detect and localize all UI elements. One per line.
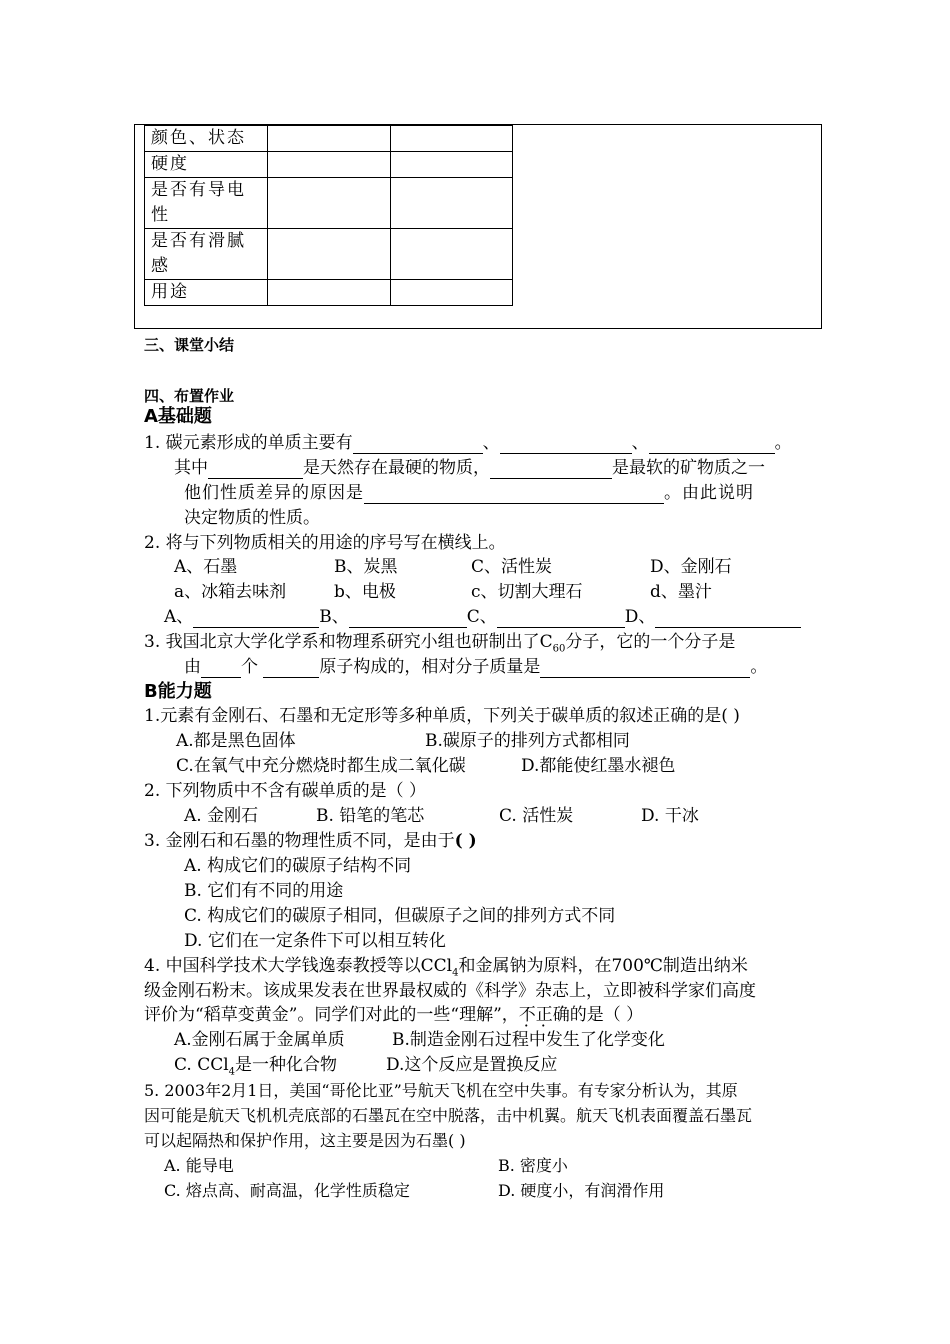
ability-q3-option-c[interactable]: C. 构成它们的碳原子相同，但碳原子之间的排列方式不同 xyxy=(184,906,616,926)
subscript: 4 xyxy=(228,1066,236,1078)
question-text: 评价为“稻草变黄金”。同学们对此的一些“理解”， xyxy=(144,1005,519,1025)
substance-A: A、石墨 xyxy=(174,557,238,577)
ability-q5-line2: 因可能是航天飞机机壳底部的石墨瓦在空中脱落，击中机翼。航天飞机表面覆盖石墨瓦 xyxy=(144,1106,753,1125)
table-row xyxy=(145,152,513,178)
row-label: 是否有滑腻感 xyxy=(145,229,268,280)
answer-blank[interactable] xyxy=(364,485,664,504)
ability-q3-stem xyxy=(144,830,477,852)
table-cell[interactable] xyxy=(268,126,391,152)
row-label: 硬度 xyxy=(145,152,268,178)
section-basic-heading: A基础题 xyxy=(144,406,212,427)
question-text: 是天然存在最硬的物质， xyxy=(303,458,490,478)
emphasis-char: 不 xyxy=(518,1005,536,1025)
question-text: 分子，它的一个分子是 xyxy=(565,632,736,652)
question-text: 个 xyxy=(241,657,258,677)
answer-blank[interactable] xyxy=(497,609,625,628)
period: 。 xyxy=(750,657,768,677)
answer-blank[interactable] xyxy=(201,659,241,678)
ability-q2-stem: 2. 下列物质中不含有碳单质的是（ ） xyxy=(144,781,427,801)
table-cell[interactable] xyxy=(391,280,513,306)
table-row xyxy=(145,280,513,306)
ability-q1-option-a[interactable]: A.都是黑色固体 xyxy=(176,731,296,751)
row-label: 颜色、状态 xyxy=(145,126,268,152)
ability-q4-option-a[interactable]: A.金刚石属于金属单质 xyxy=(174,1030,345,1050)
ability-q2-option-d[interactable]: D. 干冰 xyxy=(641,806,699,826)
subscript: 4 xyxy=(452,967,459,979)
table-cell[interactable] xyxy=(268,152,391,178)
blank-label: A、 xyxy=(164,607,194,627)
answer-bracket: ( ) xyxy=(454,831,477,851)
blank-label: B、 xyxy=(319,607,349,627)
substance-C: C、活性炭 xyxy=(471,557,553,577)
answer-blank[interactable] xyxy=(540,659,750,678)
substance-D: D、金刚石 xyxy=(650,557,732,577)
use-a: a、冰箱去味剂 xyxy=(174,582,287,602)
basic-q1-line1 xyxy=(144,432,792,454)
blank-label: C、 xyxy=(466,607,497,627)
option-text: C. CCl xyxy=(174,1055,229,1075)
ability-q4-line2: 级金刚石粉末。该成果发表在世界最权威的《科学》杂志上，立即被科学家们高度 xyxy=(144,981,756,1001)
question-text: 4. 中国科学技术大学钱逸泰教授等以CCl xyxy=(144,956,453,976)
answer-blank[interactable] xyxy=(193,609,319,628)
blank-label: D、 xyxy=(624,607,656,627)
ability-q3-option-d[interactable]: D. 它们在一定条件下可以相互转化 xyxy=(184,931,446,951)
ability-q2-option-a[interactable]: A. 金刚石 xyxy=(184,806,259,826)
option-text: 是一种化合物 xyxy=(235,1055,338,1075)
question-text: 他们性质差异的原因是 xyxy=(184,483,364,503)
ability-q4-line3 xyxy=(144,1004,643,1026)
use-d: d、墨汁 xyxy=(650,582,712,602)
emphasis-char: 正 xyxy=(535,1005,553,1025)
row-label: 是否有导电性 xyxy=(145,178,268,229)
period: 。 xyxy=(774,433,792,453)
table-row xyxy=(145,126,513,152)
ability-q5-option-b[interactable]: B. 密度小 xyxy=(498,1156,568,1175)
question-text: 是最软的矿物质之一 xyxy=(612,458,765,478)
table-cell[interactable] xyxy=(268,280,391,306)
ability-q5-option-c[interactable]: C. 熔点高、耐高温，化学性质稳定 xyxy=(164,1181,410,1200)
table-row xyxy=(145,229,513,280)
basic-q3-line2 xyxy=(184,656,767,678)
question-text: 由 xyxy=(184,657,201,677)
answer-blank[interactable] xyxy=(655,609,801,628)
ability-q5-line3: 可以起隔热和保护作用，这主要是因为石墨( ) xyxy=(144,1131,466,1150)
question-text: 3. 我国北京大学化学系和物理系研究小组也研制出了C xyxy=(144,632,553,652)
ability-q4-option-d[interactable]: D.这个反应是置换反应 xyxy=(386,1055,558,1075)
ability-q2-option-b[interactable]: B. 铅笔的笔芯 xyxy=(316,806,425,826)
answer-blank[interactable] xyxy=(490,460,612,479)
table-row xyxy=(145,178,513,229)
table-cell[interactable] xyxy=(391,126,513,152)
subscript: 60 xyxy=(552,643,566,655)
table-cell[interactable] xyxy=(391,229,513,280)
question-text: 其中 xyxy=(174,458,208,478)
use-c: c、切割大理石 xyxy=(471,582,583,602)
basic-q1-line4: 决定物质的性质。 xyxy=(184,508,320,528)
table-cell[interactable] xyxy=(391,152,513,178)
question-text: 和金属钠为原料，在700℃制造出纳米 xyxy=(458,956,748,976)
answer-blank[interactable] xyxy=(208,460,303,479)
ability-q5-option-a[interactable]: A. 能导电 xyxy=(164,1156,234,1175)
question-text: 。由此说明 xyxy=(664,483,754,503)
properties-table xyxy=(144,125,513,306)
ability-q1-option-c[interactable]: C.在氧气中充分燃烧时都生成二氧化碳 xyxy=(176,756,466,776)
answer-blank[interactable] xyxy=(649,435,775,454)
ability-q1-option-b[interactable]: B.碳原子的排列方式都相同 xyxy=(425,731,630,751)
separator: 、 xyxy=(482,433,500,453)
answer-blank[interactable] xyxy=(500,435,632,454)
section-ability-heading: B能力题 xyxy=(144,681,212,702)
ability-q4-option-c[interactable] xyxy=(174,1054,337,1076)
basic-q3-line1 xyxy=(144,631,735,653)
ability-q5-line1: 5. 2003年2月1日，美国“哥伦比亚”号航天飞机在空中失事。有专家分析认为，其原 xyxy=(144,1081,738,1100)
ability-q1-stem: 1.元素有金刚石、石墨和无定形等多种单质，下列关于碳单质的叙述正确的是( ) xyxy=(144,706,740,726)
ability-q1-option-d[interactable]: D.都能使红墨水褪色 xyxy=(521,756,676,776)
basic-q1-line3 xyxy=(184,482,754,504)
ability-q5-option-d[interactable]: D. 硬度小，有润滑作用 xyxy=(498,1181,665,1200)
basic-q1-line2 xyxy=(174,457,765,479)
question-text: 1. 碳元素形成的单质主要有 xyxy=(144,433,353,453)
answer-blank[interactable] xyxy=(349,609,467,628)
answer-blank[interactable] xyxy=(353,435,483,454)
ability-q3-option-b[interactable]: B. 它们有不同的用途 xyxy=(184,881,344,901)
section-summary-heading: 三、课堂小结 xyxy=(144,336,235,354)
ability-q3-option-a[interactable]: A. 构成它们的碳原子结构不同 xyxy=(184,856,412,876)
table-cell[interactable] xyxy=(268,229,391,280)
use-b: b、电极 xyxy=(334,582,396,602)
ability-q4-option-b[interactable]: B.制造金刚石过程中发生了化学变化 xyxy=(392,1030,665,1050)
question-text: 3. 金刚石和石墨的物理性质不同，是由于 xyxy=(144,831,455,851)
table-cell[interactable] xyxy=(268,178,391,229)
section-homework-heading: 四、布置作业 xyxy=(144,387,235,405)
ability-q2-option-c[interactable]: C. 活性炭 xyxy=(499,806,574,826)
table-cell[interactable] xyxy=(391,178,513,229)
substance-B: B、炭黑 xyxy=(334,557,398,577)
row-label: 用途 xyxy=(145,280,268,306)
ability-q4-line1 xyxy=(144,955,748,977)
question-text: 原子构成的，相对分子质量是 xyxy=(319,657,541,677)
basic-q2-answer-line xyxy=(164,606,801,628)
answer-blank[interactable] xyxy=(263,659,319,678)
question-text: 确的是（ ） xyxy=(552,1005,644,1025)
separator: 、 xyxy=(631,433,649,453)
basic-q2-stem: 2. 将与下列物质相关的用途的序号写在横线上。 xyxy=(144,533,506,553)
